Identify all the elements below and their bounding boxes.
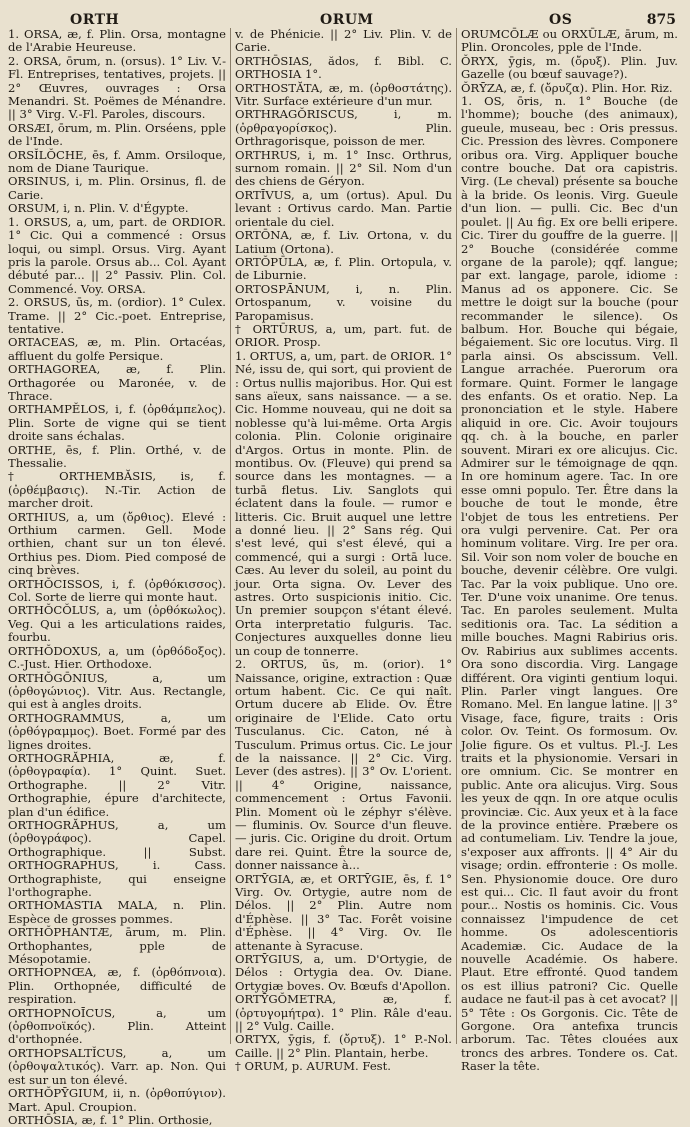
dictionary-entry: ORSĬLŎCHE, ēs, f. Amm. Orsiloque, nom de Diane Taurique. xyxy=(8,147,226,176)
dictionary-entry: ORTYX, ȳgis, f. (ὄρτυξ). 1° P.-Nol. Caille. || 2° Plin. Plantain, herbe. xyxy=(235,1032,452,1060)
dictionary-entry: ORTHRAGŎRISCUS, i, m. (ὀρθραγορίσκος). Plin. Orthragorisque, poisson de mer. xyxy=(235,107,452,149)
dictionary-entry: † ORTŪRUS, a, um, part. fut. de ORIOR. Prosp. xyxy=(235,321,452,350)
dictionary-entry: † ORUM, p. AURUM. Fest. xyxy=(235,1059,391,1074)
header-left-guideword: ORTH xyxy=(70,12,120,28)
dictionary-entry: ORTĪVUS, a, um (ortus). Apul. Du levant : Ortivus cardo. Man. Partie orientale du ciel. xyxy=(235,187,452,229)
dictionary-entry: ORTŌNA, æ, f. Liv. Ortona, v. du Latium (Ortona). xyxy=(235,228,452,256)
dictionary-entry: 1. ORSUS, a, um, part. de ORDIOR. 1° Cic. Qui a commencé : Orsus loqui, ou simpl. Orsus. Virg. Ayant pris la parole. Orsus ab... Col. Ayant débuté par... || 2° Passiv. Plin. Col. Commencé. Voy. ORSA. xyxy=(8,214,226,296)
dictionary-entry: ŎRȲZA, æ, f. (ὄρυζα). Plin. Hor. Riz. xyxy=(461,80,673,95)
column-right xyxy=(456,27,682,1074)
dictionary-entry: ORTOSPĀNUM, i, n. Plin. Ortospanum, v. voisine du Paropamisus. xyxy=(235,281,452,323)
dictionary-entry: ORUMCŌLÆ ou ORXŪLÆ, ārum, m. Plin. Oroncoles, pple de l'Inde. xyxy=(461,27,678,55)
dictionary-entry: ORTHOSTĂTA, æ, m. (ὀρθοστάτης). Vitr. Surface extérieure d'un mur. xyxy=(235,80,452,109)
dictionary-entry: ORSINUS, i, m. Plin. Orsinus, fl. de Carie. xyxy=(8,174,226,202)
dictionary-entry: ORSÆI, ōrum, m. Plin. Orséens, pple de l'Inde. xyxy=(8,120,226,149)
dictionary-entry: ORTACEAS, æ, m. Plin. Ortacéas, affluent du golfe Persique. xyxy=(8,335,226,363)
dictionary-entry: ORTHŌSIA, æ, f. 1° Plin. Orthosie, xyxy=(8,1112,213,1127)
dictionary-entry: ORTHAGOREA, æ, f. Plin. Orthagorée ou Maronée, v. de Thrace. xyxy=(8,362,226,403)
dictionary-entry: 2. ORTUS, ūs, m. (orior). 1° Naissance, origine, extraction : Quæ ortum habent. Cic. Ce qui naît. Ortum ducere ab Elide. Ov. Être originaire de l'Elide. Cato ortu Tusculanus. Cic. Caton, né à Tusculum. Primus ortus. Cic. Le jour de la naissance. || 2° Cic. Virg. Lever (des astres). || 3° Ov. L'orient. || 4° Origine, naissance, commencement : Ortus Favonii. Plin. Moment où le zéphyr s'élève. — fluminis. Ov. Source d'un fleuve. — juris. Cic. Origine du droit. Ortum dare rei. Quint. Être la source de, donner naissance à... xyxy=(235,657,452,873)
dictionary-entry: ORSUM, i, n. Plin. V. d'Égypte. xyxy=(8,201,189,216)
dictionary-entry: † ORTHEMBĂSIS, is, f. (ὀρθέμβασις). N.-Tir. Action de marcher droit. xyxy=(8,469,226,511)
dictionary-entry: ŎRYX, ȳgis, m. (ὄρυξ). Plin. Juv. Gazelle (ou bœuf sauvage?). xyxy=(461,53,678,82)
dictionary-entry: ORTȲGIUS, a, um. D'Ortygie, de Délos : Ortygia dea. Ov. Diane. Ortygiæ boves. Ov. Bœufs d'Apollon. xyxy=(235,952,452,993)
dictionary-entry: ORTHŎPHANTÆ, ārum, m. Plin. Orthophantes, pple de Mésopotamie. xyxy=(8,925,226,967)
dictionary-entry: ORTHAMPĔLOS, i, f. (ὀρθάμπελος). Plin. Sorte de vigne qui se tient droite sans échalas. xyxy=(8,402,226,444)
dictionary-entry: 2. ORSA, ōrum, n. (orsus). 1° Liv. V.-Fl. Entreprises, tentatives, projets. || 2° Œuvres, ouvrages : Orsa Menandri. St. Poëmes de Ménandre. || 3° Virg. V.-Fl. Paroles, discours. xyxy=(8,53,226,122)
dictionary-entry: ORTHŎPȲGIUM, ii, n. (ὀρθοπύγιον). Mart. Apul. Croupion. xyxy=(8,1086,226,1114)
dictionary-entry: ORTŎPŪLA, æ, f. Plin. Ortopula, v. de Liburnie. xyxy=(235,254,452,283)
dictionary-entry: v. de Phénicie. || 2° Liv. Plin. V. de Carie. xyxy=(235,27,452,55)
dictionary-entry: ORTHŎDOXUS, a, um (ὀρθόδοξος). C.-Just. Hier. Orthodoxe. xyxy=(8,643,226,672)
dictionary-entry: ORTHIUS, a, um (ὄρθιος). Elevé : Orthium carmen. Gell. Mode orthien, chant sur un ton élevé. Orthius pes. Diom. Pied composé de cinq brèves. xyxy=(8,509,226,578)
dictionary-entry: ORTHOMASTIA MALA, n. Plin. Espèce de grosses pommes. xyxy=(8,898,226,926)
dictionary-entry: ORTHŎCŎLUS, a, um (ὀρθόκωλος). Veg. Qui a les articulations raides, fourbu. xyxy=(8,603,226,645)
dictionary-entry: ORTȲGIA, æ, et ORTȲGIE, ēs, f. 1° Virg. Ov. Ortygie, autre nom de Délos. || 2° Plin. Autre nom d'Éphèse. || 3° Tac. Forêt voisine d'Éphèse. || 4° Virg. Ov. Ile attenante à Syracuse. xyxy=(235,871,452,953)
dictionary-entry: ORTȲGŎMETRA, æ, f. (ὀρτυγομήτρα). 1° Plin. Râle d'eau. || 2° Vulg. Caille. xyxy=(235,992,452,1034)
dictionary-entry: 2. ORSUS, ūs, m. (ordior). 1° Culex. Trame. || 2° Cic.-poet. Entreprise, tentative. xyxy=(8,295,226,336)
dictionary-entry: ORTHOPSALTĬCUS, a, um (ὀρθοψαλτικός). Varr. ap. Non. Qui est sur un ton élevé. xyxy=(8,1045,226,1087)
dictionary-entry: ORTHRUS, i, m. 1° Insc. Orthrus, surnom romain. || 2° Sil. Nom d'un des chiens de Géryon. xyxy=(235,147,452,189)
dictionary-entry: ORTHŎGŌNIUS, a, um (ὀρθογώνιος). Vitr. Aus. Rectangle, qui est à angles droits. xyxy=(8,670,226,712)
dictionary-entry: ORTHE, ēs, f. Plin. Orthé, v. de Thessalie. xyxy=(8,442,226,470)
dictionary-entry: ORTHŎCISSOS, i, f. (ὀρθόκισσος). Col. Sorte de lierre qui monte haut. xyxy=(8,576,226,605)
dictionary-entry: 1. ORSA, æ, f. Plin. Orsa, montagne de l'Arabie Heureuse. xyxy=(8,27,226,55)
dictionary-entry: 1. ORTUS, a, um, part. de ORIOR. 1° Né, issu de, qui sort, qui provient de : Ortus nullis majoribus. Hor. Qui est sans aïeux, sans naissance. — a se. Cic. Homme nouveau, qui ne doit sa noblesse qu'à lui-même. Orta Argis colonia. Plin. Colonie originaire d'Argos. Ortus in monte. Plin. de montibus. Ov. (Fleuve) qui prend sa source dans les montagnes. — a turbā fletus. Liv. Sanglots qui éclatent dans la foule. — rumor e litteris. Cic. Bruit auquel une lettre a donné lieu. || 2° Sans rég. Qui s'est levé, qui s'est élevé, qui a commencé, qui a surgi : Ortā luce. Cæs. Au lever du soleil, au point du jour. Orta signa. Ov. Lever des astres. Orto suspicionis initio. Cic. Un premier soupçon s'étant élevé. Orta interpretatio fulguris. Tac. Conjectures auxquelles donne lieu un coup de tonnerre. xyxy=(235,348,452,658)
dictionary-entry: ORTHŌSIAS, ădos, f. Bibl. C. ORTHOSIA 1°. xyxy=(235,53,452,82)
column-middle xyxy=(230,27,456,1074)
dictionary-entry: ORTHOGRĂPHIA, æ, f. (ὀρθογραφία). 1° Quint. Suet. Orthographe. || 2° Vitr. Orthographie, épure d'architecte, plan d'un édifice. xyxy=(8,750,226,819)
dictionary-entry: ORTHOPNŒA, æ, f. (ὀρθόπνοια). Plin. Orthopnée, difficulté de respiration. xyxy=(8,965,226,1007)
page-header xyxy=(4,6,684,28)
page-number: 875 xyxy=(646,12,676,28)
dictionary-entry: ORTHOGRAMMUS, a, um (ὀρθόγραμμος). Boet. Formé par des lignes droites. xyxy=(8,710,226,752)
header-right-guideword: OS xyxy=(549,12,573,28)
dictionary-entry: ORTHOPNOĪCUS, a, um (ὀρθοπνοϊκός). Plin. Atteint d'orthopnée. xyxy=(8,1005,226,1047)
column-left xyxy=(4,27,230,1127)
dictionary-entry: ORTHOGRĂPHUS, a, um (ὀρθογράφος). Capel. Orthographique. || Subst. ORTHOGRAPHUS, i. Cass. Orthographiste, qui enseigne l'orthographe. xyxy=(8,817,226,899)
dictionary-columns xyxy=(4,27,684,1127)
header-middle-guideword: ORUM xyxy=(320,12,374,28)
dictionary-entry: 1. OS, ōris, n. 1° Bouche (de l'homme); bouche (des animaux), gueule, museau, bec : Oris pressus. Cic. Pression des lèvres. Componere oribus ora. Virg. Appliquer bouche contre bouche. Dat ora capistris. Virg. (Le cheval) présente sa bouche à la bride. Os leonis. Virg. Gueule d'un lion. — pulli. Cic. Bec d'un poulet. || Au fig. Ex ore belli eripere. Cic. Tirer du gouffre de la guerre. || 2° Bouche (considérée comme organe de la parole); qqf. langue; par ext. langage, parole, idiome : Manus ad os apponere. Cic. Se mettre le doigt sur la bouche (pour recommander le silence). Os balbum. Hor. Bouche qui bégaie, bégaiement. Sic ore locutus. Virg. Il parla ainsi. Os abscissum. Vell. Langue arrachée. Puerorum ora formare. Quint. Former le langage des enfants. Os et oratio. Nep. La prononciation et le style. Habere aliquid in ore. Cic. Avoir toujours qq. ch. à la bouche, en parler souvent. Mirari ex ore alicujus. Cic. Admirer sur le témoignage de qqn. In ore hominum agere. Tac. In ore esse omni populo. Ter. Être dans la bouche de tout le monde, être l'objet de tous les entretiens. Per ora vulgi pervenire. Cat. Per ora hominum volitare. Virg. Ire per ora. Sil. Voir son nom voler de bouche en bouche, devenir célèbre. Ore vulgi. Tac. Par la voix publique. Uno ore. Ter. D'une voix unanime. Ore tenus. Tac. En paroles seulement. Multa seditionis ora. Tac. La sédition a mille bouches. Magni Rabirius oris. Ov. Rabirius aux sublimes accents. Ora sono discordia. Virg. Langage différent. Ora viginti gentium loqui. Plin. Parler vingt langues. Ore Romano. Mel. En langue latine. || 3° Visage, face, figure, traits : Oris color. Ov. Teint. Os formosum. Ov. Jolie figure. Os et vultus. Pl.-J. Les traits et la physionomie. Versari in ore omnium. Cic. Se montrer en public. Ante ora alicujus. Virg. Sous les yeux de qqn. In ore atque oculis provinciæ. Cic. Aux yeux et à la face de la province entière. Præbere os ad contumeliam. Liv. Tendre la joue, s'exposer aux affronts. || 4° Air du visage; ordin. effronterie : Os molle. Sen. Physionomie douce. Ore duro est qui... Cic. Il faut avoir du front pour... Nostis os hominis. Cic. Vous connaissez l'impudence de cet homme. Os adolescentioris Academiæ. Cic. Audace de la nouvelle Académie. Os habere. Plaut. Etre effronté. Quod tandem os est illius patroni? Cic. Quelle audace ne faut-il pas à cet avocat? || 5° Tête : Os Gorgonis. Cic. Tête de Gorgone. Ora antefixa truncis arborum. Tac. Têtes clouées aux troncs des arbres. Tondere os. Cat. Raser la tête. xyxy=(461,94,678,1074)
